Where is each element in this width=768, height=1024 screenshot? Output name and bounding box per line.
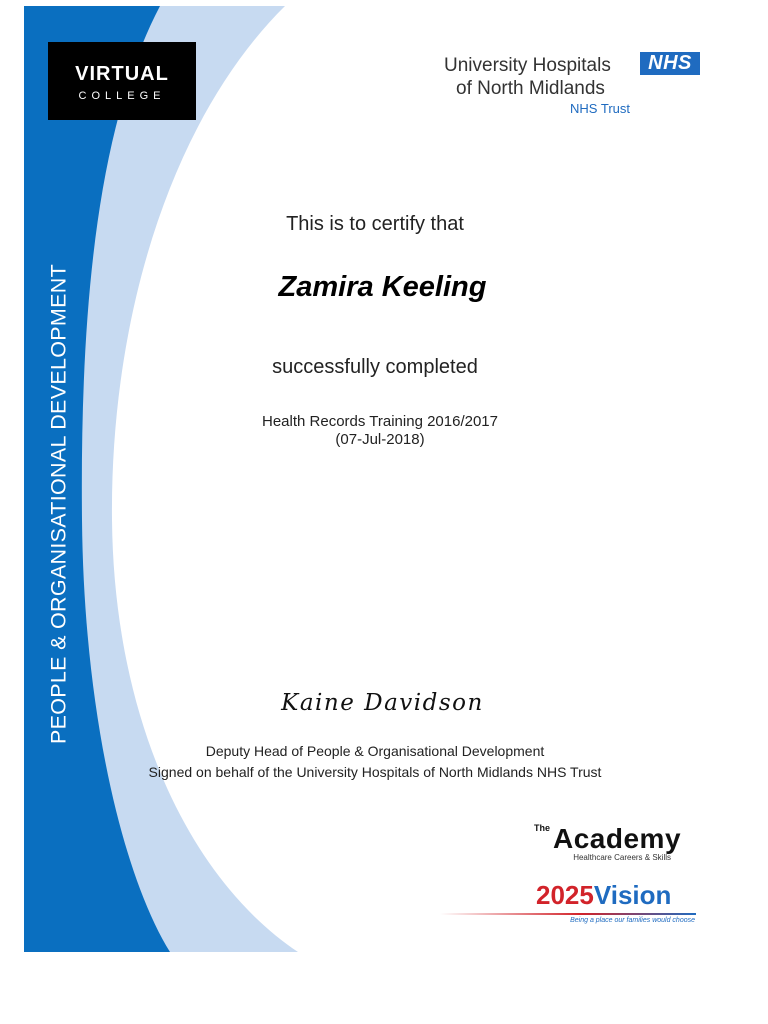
academy-tagline: Healthcare Careers & Skills (573, 853, 671, 862)
hospital-name-line1: University Hospitals (444, 55, 611, 76)
nhs-logo: NHS (640, 52, 700, 75)
department-vertical-text: PEOPLE & ORGANISATIONAL DEVELOPMENT (46, 263, 71, 745)
virtual-college-logo (48, 42, 196, 120)
vision-tagline: Being a place our families would choose (570, 917, 695, 924)
virtual-college-sub: COLLEGE (78, 90, 166, 102)
vision-underline (440, 913, 696, 915)
vision-word: Vision (593, 880, 672, 910)
signatory-behalf: Signed on behalf of the University Hospitals of North Midlands NHS Trust (148, 764, 602, 780)
course-title: Health Records Training 2016/2017 (262, 413, 498, 430)
signatory-title: Deputy Head of People & Organisational Development (205, 743, 545, 759)
hospital-name-line2: of North Midlands (456, 78, 605, 99)
academy-logo-the: The (534, 823, 551, 833)
vision-number: 2025 (536, 880, 594, 910)
completed-text: successfully completed (272, 356, 478, 378)
hospital-name (444, 54, 611, 100)
virtual-college-main: VIRTUAL (75, 63, 169, 85)
academy-logo: Academy (553, 823, 682, 854)
recipient-name: Zamira Keeling (278, 271, 487, 303)
certify-intro: This is to certify that (286, 213, 464, 235)
nhs-trust-label: NHS Trust (570, 101, 630, 116)
completion-date: (07-Jul-2018) (335, 431, 425, 448)
vision-logo (536, 880, 671, 910)
signature: Kaine Davidson (281, 690, 484, 716)
